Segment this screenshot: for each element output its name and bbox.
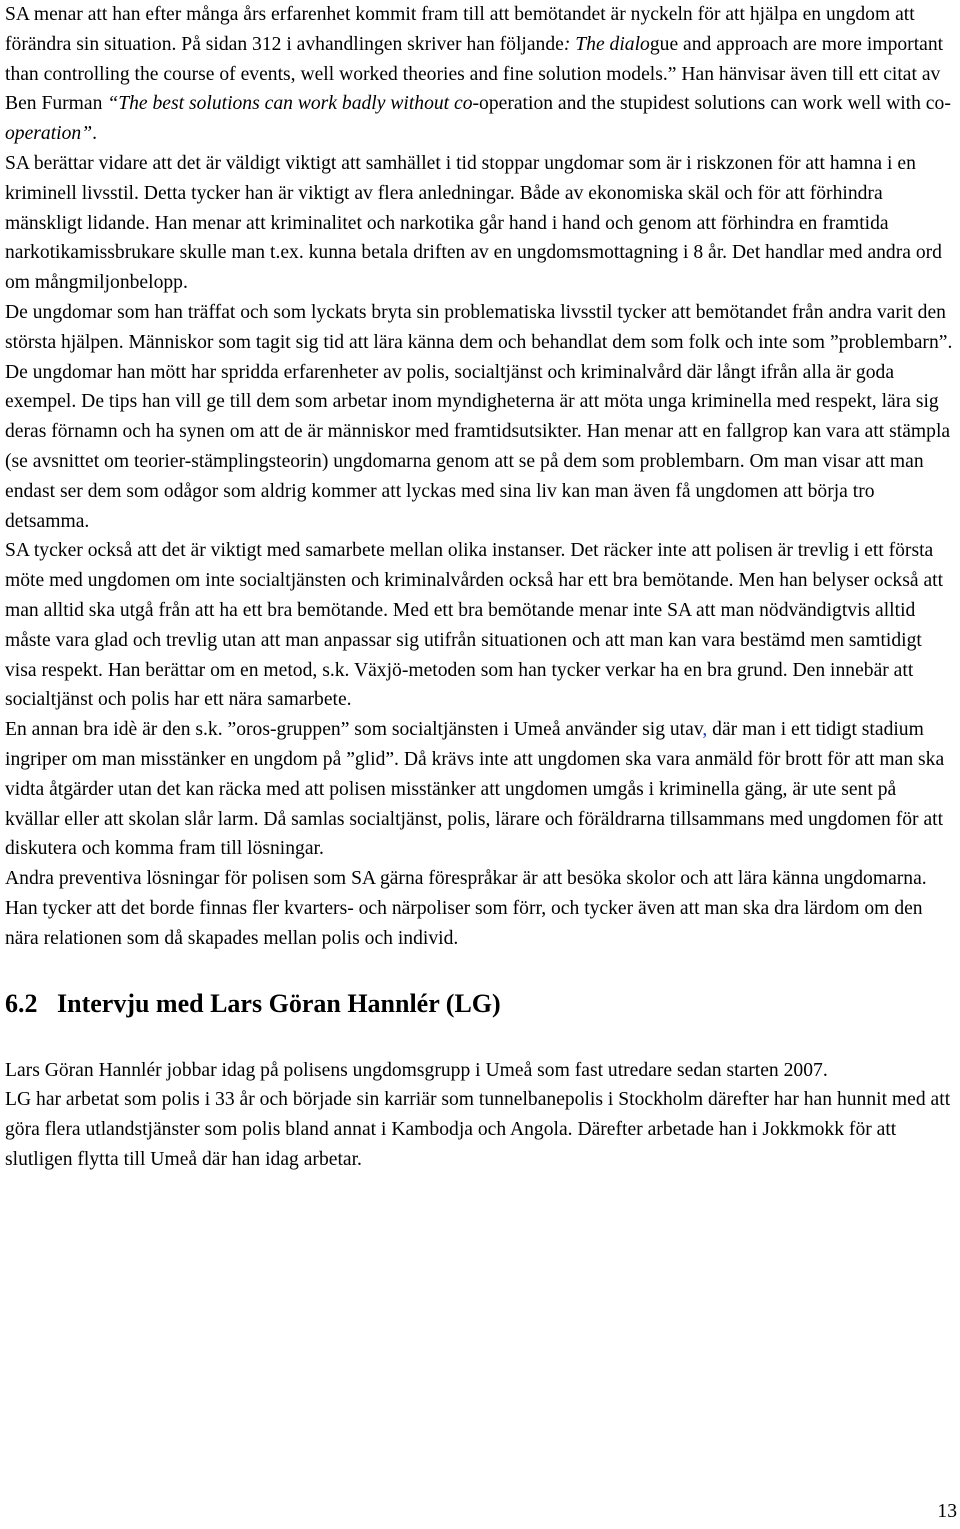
p1-text-d: ” Han hänvisar även till ett citat av Ben Furman: [5, 63, 941, 115]
paragraph-2: SA berättar vidare att det är väldigt viktigt att samhället i tid stoppar ungdomar som är i riskzonen för att hamna i en kriminell livsstil. Detta tycker han är viktigt av flera anledningar. Både av ekonomiska skäl och för att förhindra mänskligt lidande. Han menar att kriminalitet och narkotika går hand i hand och genom att förhindra en framtida narkotikamissbrukare skulle man t.ex. kunna betala driften av en ungdomsmottagning i 8 år. Det handlar med andra ord om mångmiljonbelopp.: [5, 152, 942, 294]
section-heading: [5, 987, 955, 1021]
paragraph-5: [5, 715, 955, 864]
paragraph-7: Lars Göran Hannlér jobbar idag på polisens ungdomsgrupp i Umeå som fast utredare sedan starten 2007.: [5, 1059, 828, 1081]
paragraph-4: SA tycker också att det är viktigt med samarbete mellan olika instanser. Det räcker inte att polisen är trevlig i ett första möte med ungdomen om inte socialtjänsten och kriminalvården också har ett bra bemötande. Men han belyser också att man alltid ska utgå från att ha ett bra bemötande. Med ett bra bemötande menar inte SA att man nödvändigtvis alltid måste vara glad och trevlig utan att man anpassar sig utifrån situationen och att man kan vara bestämd men samtidigt visa respekt. Han berättar om en metod, s.k. Växjö-metoden som han tycker verkar ha en bra grund. Den innebär att socialtjänst och polis har ett nära samarbete.: [5, 540, 944, 711]
section-title: Intervju med Lars Göran Hannlér (LG): [57, 988, 501, 1018]
p1-text-h: .: [92, 123, 97, 145]
paragraph-1: [5, 0, 955, 149]
p1-text-f: -operation and the stupidest solutions can work well with co: [472, 93, 945, 115]
p5-text-a: En annan bra idè är den s.k. ”oros-gruppen” som socialtjänsten i Umeå använder sig utav: [5, 719, 703, 741]
document-page: [5, 0, 955, 1175]
p1-text-a: SA menar att han efter många års erfarenhet kommit fram till att bemötandet är nyckeln för att hjälpa en ungdom att förändra sin situation. På sidan 312 i avhandlingen skriver han följande: [5, 4, 915, 55]
spacer: [5, 1021, 955, 1056]
section-number: 6.2: [5, 988, 38, 1018]
paragraph-3: De ungdomar som han träffat och som lyckats bryta sin problematiska livsstil tycker att bemötandet från andra varit den största hjälpen. Människor som tagit sig tid att lära känna dem och behandlat dem som folk och inte som ”problembarn”. De ungdomar han mött har spridda erfarenheter av polis, socialtjänst och kriminalvård där långt ifrån alla är goda exempel. De tips han vill ge till dem som arbetar inom myndigheterna är att möta unga kriminella med respekt, lära sig deras förnamn och ha synen om att de är människor med framtidsutsikter. Han menar att en fallgrop kan vara att stämpla (se avsnittet om teorier-stämplingsteorin) ungdomarna genom att se på dem som problembarn. Om man visar att man endast ser dem som odågor som aldrig kommer att lyckas med sina liv kan man även få ungdomen att börja tro detsamma.: [5, 301, 953, 532]
p1-text-g: -operation”: [5, 93, 951, 145]
paragraph-6: Andra preventiva lösningar för polisen som SA gärna förespråkar är att besöka skolor och att lära känna ungdomarna. Han tycker att det borde finnas fler kvarters- och närpoliser som förr, och tycker även att man ska dra lärdom om den nära relationen som då skapades mellan polis och individ.: [5, 868, 927, 949]
p5-text-b: där man i ett tidigt stadium ingriper om man misstänker en ungdom på ”glid”. Då krävs inte att ungdomen ska vara anmäld för brott för att man ska vidta åtgärder utan det kan räcka med att polisen misstänker att ungdomen umgås i kriminella gäng, är ute sent på kvällar eller att skolan slår larm. Då samlas socialtjänst, polis, lärare och föräldrarna tillsammans med ungdomen för att diskutera och komma fram till lösningar.: [5, 719, 945, 860]
paragraph-8: LG har arbetat som polis i 33 år och började sin karriär som tunnelbanepolis i Stockholm därefter har han hunnit med att göra flera utlandstjänster som polis bland annat i Kambodja och Angola. Därefter arbetade han i Jokkmokk för att slutligen flytta till Umeå där han idag arbetar.: [5, 1089, 951, 1170]
p1-text-e: “The best solutions can work badly without co: [107, 93, 473, 115]
p5-comma: ,: [702, 719, 708, 741]
p1-text-b: : The dialo: [563, 33, 650, 55]
p1-text-c: gue and approach are more important than controlling the course of events, well worked theories and fine solution models.: [5, 33, 944, 85]
page-number: 13: [937, 1501, 957, 1522]
spacer: [5, 954, 955, 987]
